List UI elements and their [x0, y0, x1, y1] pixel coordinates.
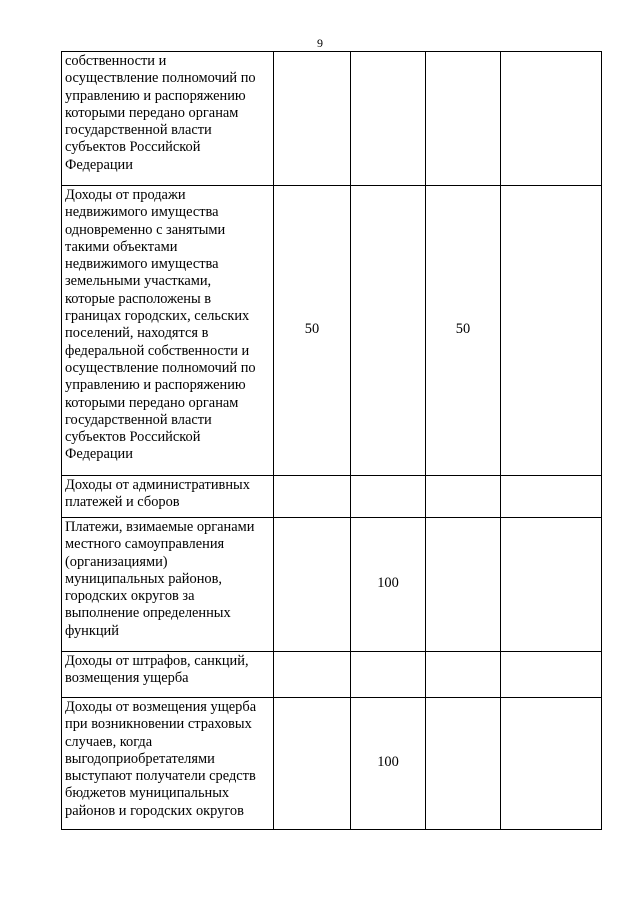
value-cell [501, 518, 602, 652]
value-cell [426, 652, 501, 698]
revenue-description: собственности и осуществление полномочий по управлению и распоряжению которыми передано органам государственной власти субъектов Российской Федерации [62, 52, 274, 186]
value-cell [426, 518, 501, 652]
table-row [62, 652, 602, 698]
page-number: 9 [317, 36, 323, 50]
value-cell: 100 [351, 518, 426, 652]
value-cell [426, 476, 501, 518]
value-cell [426, 52, 501, 186]
revenue-description: Доходы от продажи недвижимого имущества одновременно с занятыми такими объектами недвижимого имущества земельными участками, которые расположены в границах городских, сельских поселений, находятся в федеральной собственности и осуществление полномочий по управлению и распоряжению которыми передано органам государственной власти субъектов Российской Федерации [62, 186, 274, 476]
value-cell [351, 476, 426, 518]
value-cell [501, 652, 602, 698]
value-cell [274, 698, 351, 830]
value-cell [501, 698, 602, 830]
value-cell [274, 518, 351, 652]
value-cell [274, 652, 351, 698]
table-row [62, 698, 602, 830]
value-cell [501, 476, 602, 518]
table-row [62, 518, 602, 652]
value-cell [274, 52, 351, 186]
value-cell: 100 [351, 698, 426, 830]
value-cell [426, 698, 501, 830]
revenue-description: Платежи, взимаемые органами местного самоуправления (организациями) муниципальных районов, городских округов за выполнение определенных функций [62, 518, 274, 652]
value-cell [351, 52, 426, 186]
table-row [62, 476, 602, 518]
revenue-description: Доходы от штрафов, санкций, возмещения ущерба [62, 652, 274, 698]
revenue-distribution-table [61, 51, 602, 830]
value-cell [501, 52, 602, 186]
value-cell: 50 [426, 186, 501, 476]
revenue-description: Доходы от административных платежей и сборов [62, 476, 274, 518]
table-row [62, 186, 602, 476]
value-cell [501, 186, 602, 476]
revenue-description: Доходы от возмещения ущерба при возникновении страховых случаев, когда выгодоприобретателями выступают получатели средств бюджетов муниципальных районов и городских округов [62, 698, 274, 830]
table-row [62, 52, 602, 186]
value-cell [351, 186, 426, 476]
value-cell [351, 652, 426, 698]
value-cell [274, 476, 351, 518]
value-cell: 50 [274, 186, 351, 476]
